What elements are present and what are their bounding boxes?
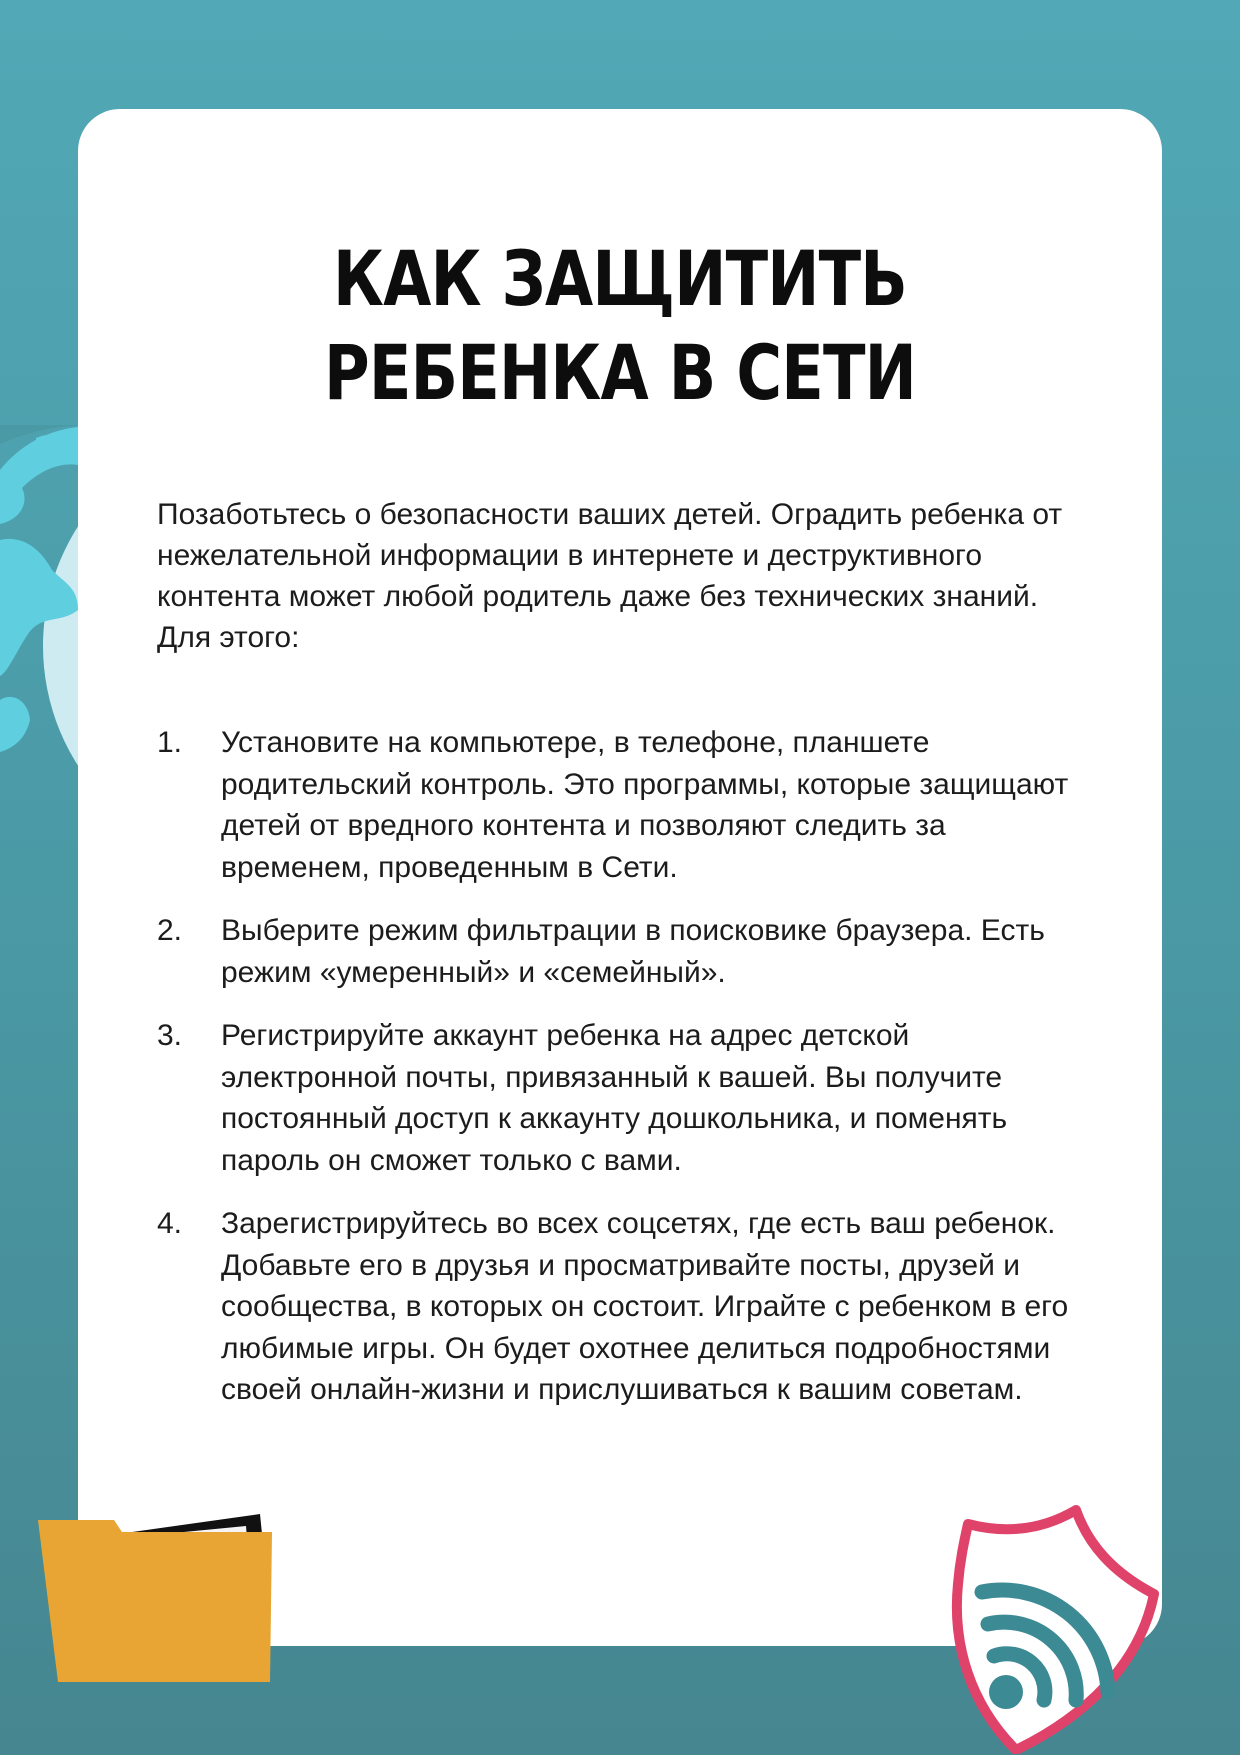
list-item bbox=[157, 1015, 1087, 1181]
step-number: 4. bbox=[157, 1207, 183, 1240]
title-line-1: КАК ЗАЩИТИТЬ bbox=[333, 234, 907, 323]
step-text: Зарегистрируйтесь во всех соцсетях, где есть ваш ребенок. Добавьте его в друзья и просматривайте посты, друзей и сообщества, в которых он состоит. Играйте с ребенком в его любимые игры. Он будет охотнее делиться подробностями своей онлайн-жизни и прислушиваться к вашим советам. bbox=[221, 1207, 1069, 1406]
list-item bbox=[157, 1203, 1087, 1411]
step-number: 2. bbox=[157, 914, 183, 947]
step-text: Регистрируйте аккаунт ребенка на адрес детской электронной почты, привязанный к вашей. Вы получите постоянный доступ к аккаунту дошкольника, и поменять пароль он сможет только с вами. bbox=[221, 1019, 1008, 1177]
step-text: Установите на компьютере, в телефоне, планшете родительский контроль. Это программы, которые защищают детей от вредного контента и позволяют следить за временем, проведенным в Сети. bbox=[221, 726, 1069, 884]
globe-icon bbox=[0, 0, 90, 880]
step-number: 3. bbox=[157, 1019, 183, 1052]
list-item bbox=[157, 722, 1087, 888]
intro-paragraph: Позаботьтесь о безопасности ваших детей. Оградить ребенка от нежелательной информации в интернете и деструктивного контента может любой родитель даже без технических знаний. Для этого: bbox=[157, 498, 1063, 654]
folder-icon bbox=[36, 1514, 286, 1689]
steps-list bbox=[157, 722, 1087, 1433]
title-line-2: РЕБЕНКА В СЕТИ bbox=[323, 328, 917, 417]
step-number: 1. bbox=[157, 726, 183, 759]
step-text: Выберите режим фильтрации в поисковике браузера. Есть режим «умеренный» и «семейный». bbox=[221, 914, 1045, 989]
shield-wifi-icon bbox=[936, 1504, 1196, 1754]
list-item bbox=[157, 910, 1087, 993]
page-title bbox=[112, 232, 1129, 420]
